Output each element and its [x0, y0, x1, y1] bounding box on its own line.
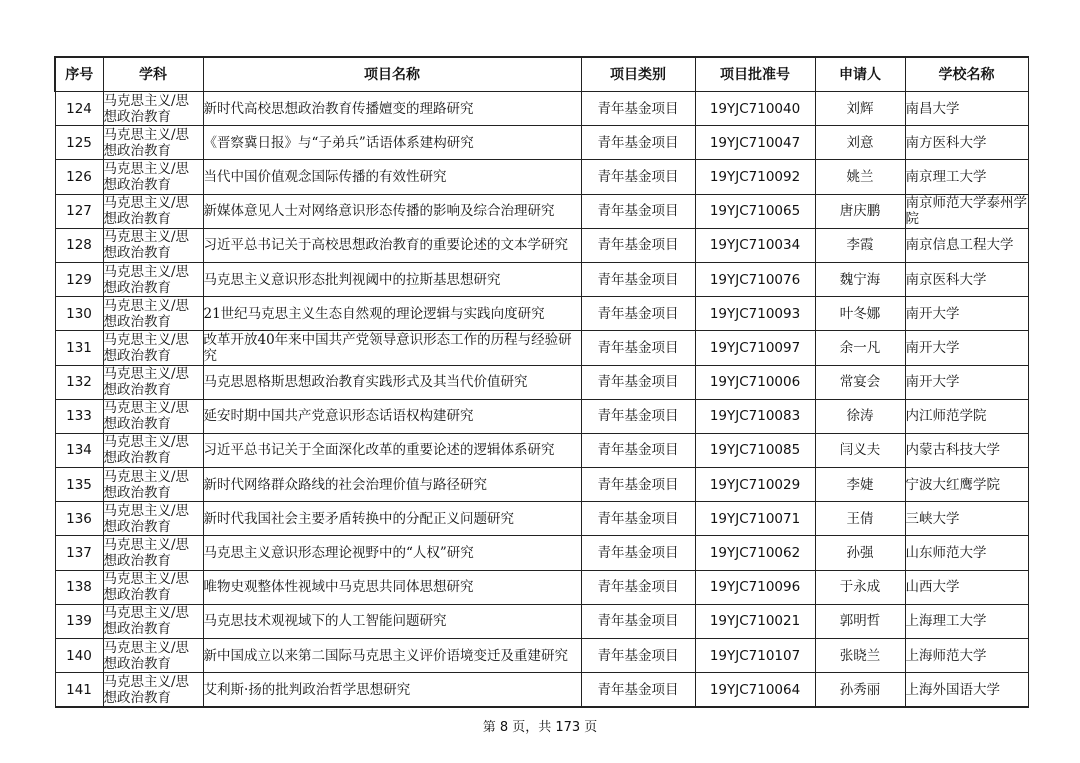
- row-title: 马克思主义意识形态批判视阈中的拉斯基思想研究: [203, 262, 581, 296]
- header-applicant: 申请人: [815, 57, 905, 92]
- row-title: 延安时期中国共产党意识形态话语权构建研究: [203, 399, 581, 433]
- table-row: [55, 365, 1028, 399]
- table-row: [55, 536, 1028, 570]
- table-row: [55, 399, 1028, 433]
- row-applicant: 刘辉: [815, 92, 905, 126]
- header-no: 序号: [55, 57, 103, 92]
- row-code: 19YJC710062: [695, 536, 815, 570]
- row-code: 19YJC710021: [695, 604, 815, 638]
- row-category: 青年基金项目: [581, 126, 695, 160]
- row-no: 138: [55, 570, 103, 604]
- row-title: 改革开放40年来中国共产党领导意识形态工作的历程与经验研究: [203, 331, 581, 365]
- row-applicant: 李婕: [815, 468, 905, 502]
- row-title: 艾利斯·扬的批判政治哲学思想研究: [203, 673, 581, 708]
- row-code: 19YJC710083: [695, 399, 815, 433]
- row-school: 南昌大学: [905, 92, 1028, 126]
- row-subject: 马克思主义/思想政治教育: [103, 604, 203, 638]
- row-title: 《晋察冀日报》与“子弟兵”话语体系建构研究: [203, 126, 581, 160]
- row-applicant: 余一凡: [815, 331, 905, 365]
- row-no: 141: [55, 673, 103, 708]
- row-applicant: 姚兰: [815, 160, 905, 194]
- row-code: 19YJC710071: [695, 502, 815, 536]
- row-code: 19YJC710093: [695, 297, 815, 331]
- row-applicant: 魏宁海: [815, 262, 905, 296]
- row-school: 南京理工大学: [905, 160, 1028, 194]
- row-title: 21世纪马克思主义生态自然观的理论逻辑与实践向度研究: [203, 297, 581, 331]
- row-category: 青年基金项目: [581, 399, 695, 433]
- row-title: 新时代高校思想政治教育传播嬗变的理路研究: [203, 92, 581, 126]
- row-code: 19YJC710076: [695, 262, 815, 296]
- row-no: 126: [55, 160, 103, 194]
- row-title: 当代中国价值观念国际传播的有效性研究: [203, 160, 581, 194]
- table-row: [55, 604, 1028, 638]
- row-applicant: 张晓兰: [815, 639, 905, 673]
- row-category: 青年基金项目: [581, 160, 695, 194]
- table-row: [55, 468, 1028, 502]
- row-applicant: 郭明哲: [815, 604, 905, 638]
- row-subject: 马克思主义/思想政治教育: [103, 502, 203, 536]
- row-code: 19YJC710047: [695, 126, 815, 160]
- row-school: 内江师范学院: [905, 399, 1028, 433]
- header-title: 项目名称: [203, 57, 581, 92]
- header-category: 项目类别: [581, 57, 695, 92]
- row-code: 19YJC710029: [695, 468, 815, 502]
- row-school: 三峡大学: [905, 502, 1028, 536]
- row-category: 青年基金项目: [581, 673, 695, 708]
- project-table: [54, 56, 1029, 708]
- row-title: 习近平总书记关于高校思想政治教育的重要论述的文本学研究: [203, 228, 581, 262]
- row-subject: 马克思主义/思想政治教育: [103, 262, 203, 296]
- row-category: 青年基金项目: [581, 331, 695, 365]
- row-category: 青年基金项目: [581, 228, 695, 262]
- table-row: [55, 92, 1028, 126]
- table-row: [55, 126, 1028, 160]
- row-code: 19YJC710040: [695, 92, 815, 126]
- row-code: 19YJC710006: [695, 365, 815, 399]
- row-applicant: 孙强: [815, 536, 905, 570]
- row-no: 132: [55, 365, 103, 399]
- row-category: 青年基金项目: [581, 570, 695, 604]
- row-school: 内蒙古科技大学: [905, 433, 1028, 467]
- row-category: 青年基金项目: [581, 365, 695, 399]
- row-school: 南开大学: [905, 331, 1028, 365]
- row-subject: 马克思主义/思想政治教育: [103, 194, 203, 228]
- row-no: 127: [55, 194, 103, 228]
- row-category: 青年基金项目: [581, 194, 695, 228]
- row-no: 130: [55, 297, 103, 331]
- row-no: 129: [55, 262, 103, 296]
- row-subject: 马克思主义/思想政治教育: [103, 160, 203, 194]
- table-row: [55, 297, 1028, 331]
- row-school: 上海外国语大学: [905, 673, 1028, 708]
- row-no: 137: [55, 536, 103, 570]
- row-subject: 马克思主义/思想政治教育: [103, 639, 203, 673]
- row-category: 青年基金项目: [581, 262, 695, 296]
- row-category: 青年基金项目: [581, 604, 695, 638]
- row-no: 140: [55, 639, 103, 673]
- row-no: 134: [55, 433, 103, 467]
- row-school: 宁波大红鹰学院: [905, 468, 1028, 502]
- row-title: 新媒体意见人士对网络意识形态传播的影响及综合治理研究: [203, 194, 581, 228]
- row-no: 125: [55, 126, 103, 160]
- row-school: 上海师范大学: [905, 639, 1028, 673]
- row-subject: 马克思主义/思想政治教育: [103, 126, 203, 160]
- row-subject: 马克思主义/思想政治教育: [103, 92, 203, 126]
- row-school: 南京医科大学: [905, 262, 1028, 296]
- row-no: 139: [55, 604, 103, 638]
- row-subject: 马克思主义/思想政治教育: [103, 331, 203, 365]
- row-code: 19YJC710097: [695, 331, 815, 365]
- row-category: 青年基金项目: [581, 468, 695, 502]
- row-subject: 马克思主义/思想政治教育: [103, 673, 203, 708]
- row-code: 19YJC710092: [695, 160, 815, 194]
- header-subject: 学科: [103, 57, 203, 92]
- row-no: 135: [55, 468, 103, 502]
- row-subject: 马克思主义/思想政治教育: [103, 570, 203, 604]
- row-applicant: 闫义夫: [815, 433, 905, 467]
- row-subject: 马克思主义/思想政治教育: [103, 228, 203, 262]
- row-school: 南开大学: [905, 365, 1028, 399]
- table-row: [55, 194, 1028, 228]
- row-subject: 马克思主义/思想政治教育: [103, 468, 203, 502]
- row-title: 唯物史观整体性视域中马克思共同体思想研究: [203, 570, 581, 604]
- row-title: 习近平总书记关于全面深化改革的重要论述的逻辑体系研究: [203, 433, 581, 467]
- row-title: 新时代我国社会主要矛盾转换中的分配正义问题研究: [203, 502, 581, 536]
- row-title: 马克思恩格斯思想政治教育实践形式及其当代价值研究: [203, 365, 581, 399]
- row-code: 19YJC710085: [695, 433, 815, 467]
- row-applicant: 刘意: [815, 126, 905, 160]
- row-school: 南方医科大学: [905, 126, 1028, 160]
- row-school: 南开大学: [905, 297, 1028, 331]
- row-no: 124: [55, 92, 103, 126]
- row-code: 19YJC710096: [695, 570, 815, 604]
- row-applicant: 于永成: [815, 570, 905, 604]
- row-category: 青年基金项目: [581, 536, 695, 570]
- row-category: 青年基金项目: [581, 92, 695, 126]
- table-row: [55, 673, 1028, 708]
- row-subject: 马克思主义/思想政治教育: [103, 399, 203, 433]
- row-school: 山东师范大学: [905, 536, 1028, 570]
- table-header-row: [55, 57, 1028, 92]
- row-code: 19YJC710064: [695, 673, 815, 708]
- row-applicant: 李霞: [815, 228, 905, 262]
- row-code: 19YJC710034: [695, 228, 815, 262]
- table-row: [55, 262, 1028, 296]
- row-category: 青年基金项目: [581, 639, 695, 673]
- row-title: 新时代网络群众路线的社会治理价值与路径研究: [203, 468, 581, 502]
- row-subject: 马克思主义/思想政治教育: [103, 536, 203, 570]
- row-title: 新中国成立以来第二国际马克思主义评价语境变迁及重建研究: [203, 639, 581, 673]
- row-no: 131: [55, 331, 103, 365]
- table-row: [55, 160, 1028, 194]
- row-applicant: 叶冬娜: [815, 297, 905, 331]
- table-row: [55, 331, 1028, 365]
- row-title: 马克思技术观视域下的人工智能问题研究: [203, 604, 581, 638]
- row-applicant: 唐庆鹏: [815, 194, 905, 228]
- row-subject: 马克思主义/思想政治教育: [103, 297, 203, 331]
- row-no: 136: [55, 502, 103, 536]
- row-applicant: 常宴会: [815, 365, 905, 399]
- table-row: [55, 228, 1028, 262]
- page-footer: 第 8 页，共 173 页: [482, 720, 598, 735]
- row-code: 19YJC710107: [695, 639, 815, 673]
- row-no: 133: [55, 399, 103, 433]
- header-school: 学校名称: [905, 57, 1028, 92]
- row-school: 上海理工大学: [905, 604, 1028, 638]
- table-row: [55, 433, 1028, 467]
- row-applicant: 王倩: [815, 502, 905, 536]
- row-subject: 马克思主义/思想政治教育: [103, 433, 203, 467]
- table-row: [55, 570, 1028, 604]
- row-school: 山西大学: [905, 570, 1028, 604]
- row-category: 青年基金项目: [581, 297, 695, 331]
- header-code: 项目批准号: [695, 57, 815, 92]
- row-category: 青年基金项目: [581, 433, 695, 467]
- table-row: [55, 639, 1028, 673]
- row-title: 马克思主义意识形态理论视野中的“人权”研究: [203, 536, 581, 570]
- row-subject: 马克思主义/思想政治教育: [103, 365, 203, 399]
- table-row: [55, 502, 1028, 536]
- row-school: 南京信息工程大学: [905, 228, 1028, 262]
- row-category: 青年基金项目: [581, 502, 695, 536]
- row-no: 128: [55, 228, 103, 262]
- row-code: 19YJC710065: [695, 194, 815, 228]
- row-applicant: 徐涛: [815, 399, 905, 433]
- row-applicant: 孙秀丽: [815, 673, 905, 708]
- row-school: 南京师范大学泰州学院: [905, 195, 1027, 228]
